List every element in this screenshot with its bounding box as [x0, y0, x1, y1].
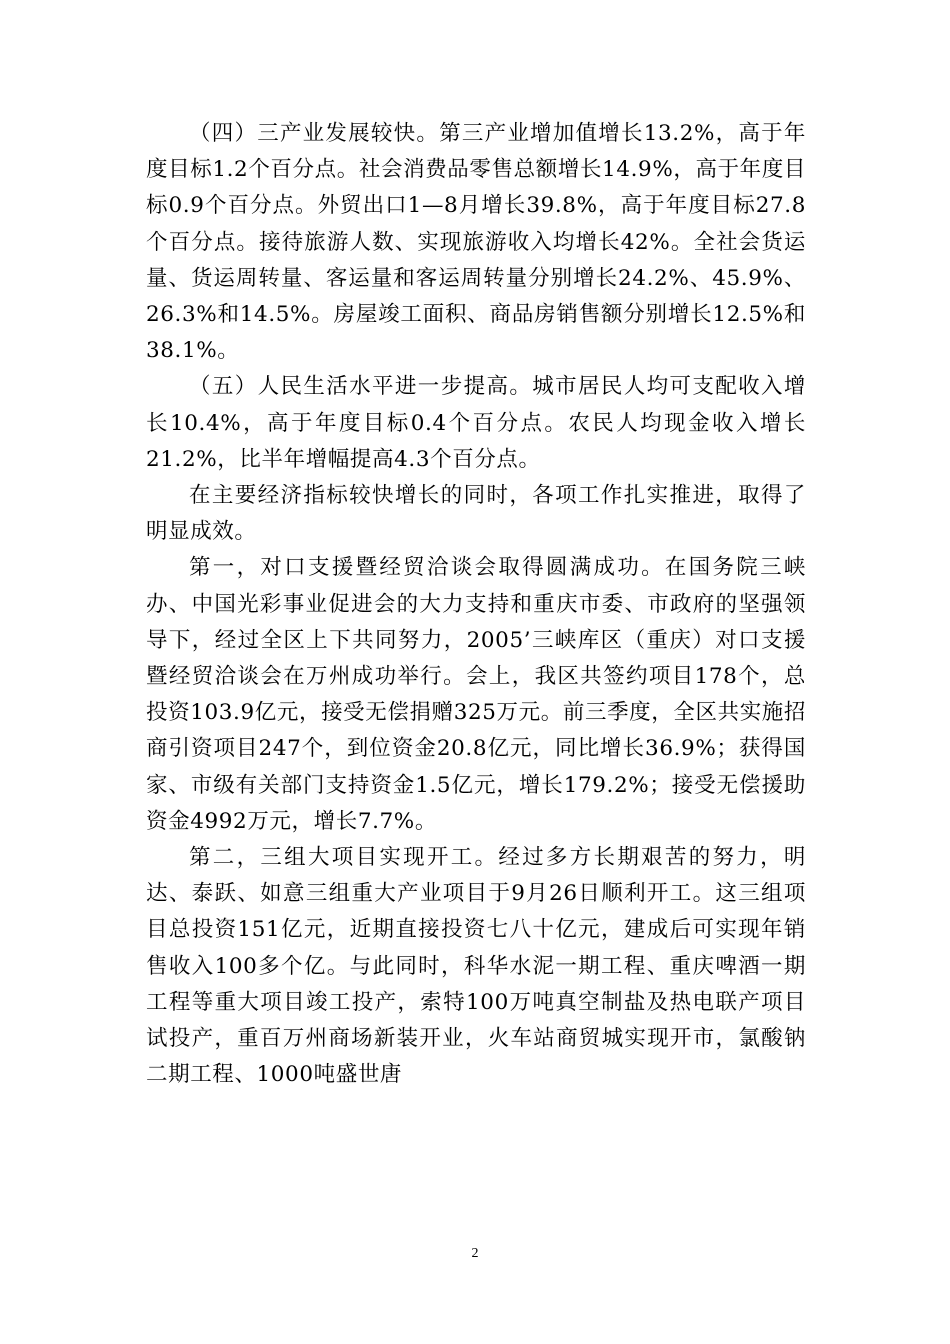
paragraph-first-trade-fair: 第一，对口支援暨经贸洽谈会取得圆满成功。在国务院三峡办、中国光彩事业促进会的大力支持和重庆市委、市政府的坚强领导下，经过全区上下共同努力，2005’三峡库区（重庆）对口支援暨经贸洽谈会在万州成功举行。会上，我区共签约项目178个，总投资103.9亿元，接受无偿捐赠325万元。前三季度，全区共实施招商引资项目247个，到位资金20.8亿元，同比增长36.9%；获得国家、市级有关部门支持资金1.5亿元，增长179.2%；接受无偿援助资金4992万元，增长7.7%。 [146, 555, 806, 834]
document-body [146, 116, 806, 1093]
paragraph-second-major-projects: 第二，三组大项目实现开工。经过多方长期艰苦的努力，明达、泰跃、如意三组重大产业项目于9月26日顺利开工。这三组项目总投资151亿元，近期直接投资七八十亿元，建成后可实现年销售收入100多个亿。与此同时，科华水泥一期工程、重庆啤酒一期工程等重大项目竣工投产，索特100万吨真空制盐及热电联产项目试投产，重百万州商场新装开业，火车站商贸城实现开市，氯酸钠二期工程、1000吨盛世唐 [146, 845, 806, 1088]
paragraph-living-standards: （五）人民生活水平进一步提高。城市居民人均可支配收入增长10.4%，高于年度目标0.4个百分点。农民人均现金收入增长21.2%，比半年增幅提高4.3个百分点。 [146, 374, 806, 472]
page-number: 2 [471, 1246, 479, 1261]
paragraph-transition: 在主要经济指标较快增长的同时，各项工作扎实推进，取得了明显成效。 [146, 483, 806, 545]
paragraph-tertiary-industry: （四）三产业发展较快。第三产业增加值增长13.2%，高于年度目标1.2个百分点。社会消费品零售总额增长14.9%，高于年度目标0.9个百分点。外贸出口1—8月增长39.8%，高于年度目标27.8个百分点。接待旅游人数、实现旅游收入均增长42%。全社会货运量、货运周转量、客运量和客运周转量分别增长24.2%、45.9%、26.3%和14.5%。房屋竣工面积、商品房销售额分别增长12.5%和38.1%。 [146, 121, 806, 364]
